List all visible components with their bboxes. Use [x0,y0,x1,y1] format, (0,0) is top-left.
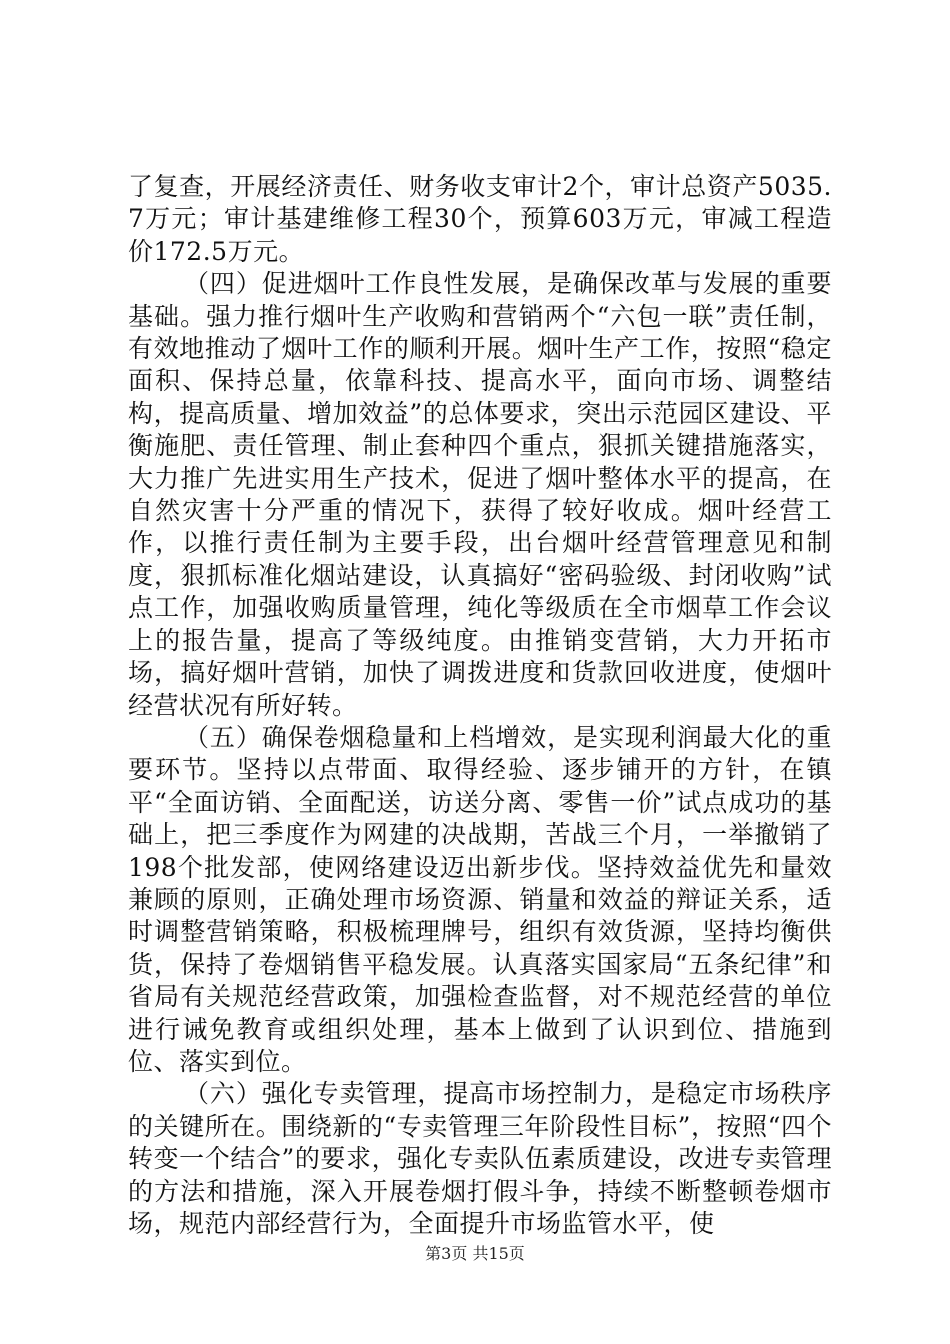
paragraph-monopoly-management: （六）强化专卖管理，提高市场控制力，是稳定市场秩序的关键所在。围绕新的“专卖管理三年阶段性目标”，按照“四个转变一个结合”的要求，强化专卖队伍素质建设，改进专卖管理的方法和措施，深入开展卷烟打假斗争，持续不断整顿卷烟市场，规范内部经营行为，全面提升市场监管水平，使 [128,1079,832,1238]
document-body [128,171,832,1240]
paragraph-tobacco-leaf-work: （四）促进烟叶工作良性发展，是确保改革与发展的重要基础。强力推行烟叶生产收购和营销两个“六包一联”责任制，有效地推动了烟叶工作的顺利开展。烟叶生产工作，按照“稳定面积、保持总量，依靠科技、提高水平，面向市场、调整结构，提高质量、增加效益”的总体要求，突出示范园区建设、平衡施肥、责任管理、制止套种四个重点，狠抓关键措施落实，大力推广先进实用生产技术，促进了烟叶整体水平的提高，在自然灾害十分严重的情况下，获得了较好收成。烟叶经营工作，以推行责任制为主要手段，出台烟叶经营管理意见和制度，狠抓标准化烟站建设，认真搞好“密码验级、封闭收购”试点工作，加强收购质量管理，纯化等级质在全市烟草工作会议上的报告量，提高了等级纯度。由推销变营销，大力开拓市场，搞好烟叶营销，加快了调拨进度和货款回收进度，使烟叶经营状况有所好转。 [128,269,832,720]
paragraph-cigarette-sales: （五）确保卷烟稳量和上档增效，是实现利润最大化的重要环节。坚持以点带面、取得经验、逐步铺开的方针，在镇平“全面访销、全面配送，访送分离、零售一价”试点成功的基础上，把三季度作为网建的决战期，苦战三个月，一举撤销了198个批发部，使网络建设迈出新步伐。坚持效益优先和量效兼顾的原则，正确处理市场资源、销量和效益的辩证关系，适时调整营销策略，积极梳理牌号，组织有效货源，坚持均衡供货，保持了卷烟销售平稳发展。认真落实国家局“五条纪律”和省局有关规范经营政策，加强检查监督，对不规范经营的单位进行诫免教育或组织处理，基本上做到了认识到位、措施到位、落实到位。 [128,722,832,1076]
page-footer: 第3页 共15页 [425,1244,525,1263]
paragraph-audit-summary: 了复查，开展经济责任、财务收支审计2个，审计总资产5035.7万元；审计基建维修工程30个，预算603万元，审减工程造价172.5万元。 [128,172,832,266]
